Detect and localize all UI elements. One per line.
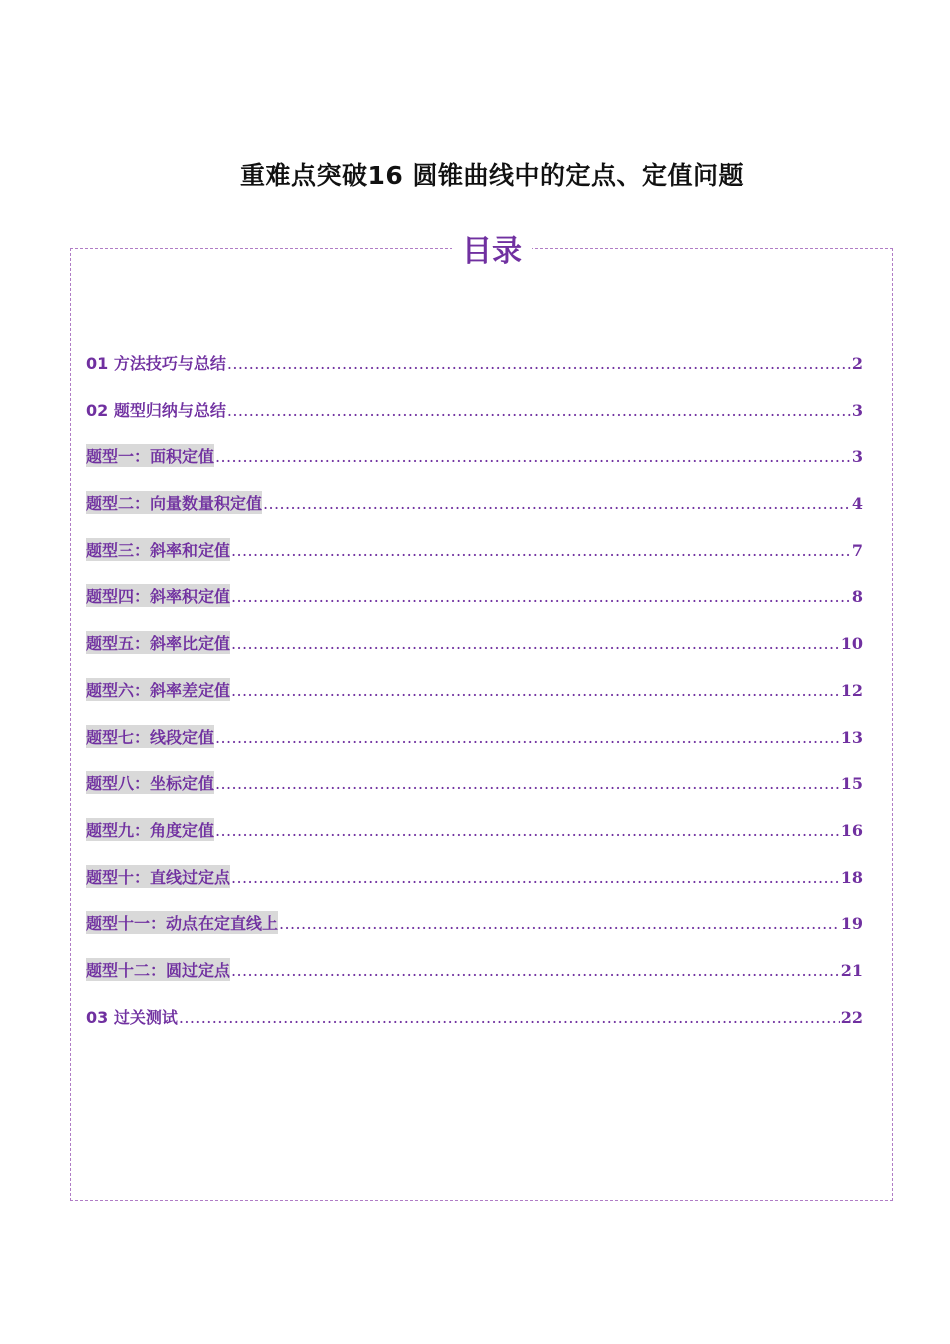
toc-leader-dots (227, 401, 851, 420)
toc-entry-label: 题型七：线段定值 (86, 725, 214, 748)
toc-heading: 目录 (452, 230, 532, 274)
toc-entry[interactable] (86, 958, 863, 1005)
toc-entry-label: 题型四：斜率积定值 (86, 584, 230, 607)
toc-entry-page: 18 (840, 867, 863, 887)
toc-entry-page: 21 (840, 960, 863, 980)
toc-entry-label: 题型五：斜率比定值 (86, 631, 230, 654)
toc-leader-dots (215, 447, 851, 466)
toc-entry-label: 题型十一：动点在定直线上 (86, 911, 278, 934)
toc-entry-page: 16 (840, 820, 863, 840)
toc-entry-label: 题型二：向量数量积定值 (86, 491, 262, 514)
toc-entry[interactable] (86, 491, 863, 538)
toc-entry-page: 19 (840, 914, 863, 934)
toc-leader-dots (279, 914, 840, 933)
toc-entry-label: 题型一：面积定值 (86, 444, 214, 467)
toc-entry-label: 题型三：斜率和定值 (86, 538, 230, 561)
toc-entry-page: 15 (840, 774, 863, 794)
toc-leader-dots (215, 728, 840, 747)
toc-leader-dots (231, 868, 840, 887)
toc-entry[interactable] (86, 678, 863, 725)
toc-entry-label: 01 方法技巧与总结 (86, 354, 226, 373)
toc-entry-page: 2 (851, 354, 863, 373)
toc-entry[interactable] (86, 911, 863, 958)
toc-entry-page: 12 (840, 680, 863, 700)
toc-leader-dots (263, 494, 851, 513)
toc-leader-dots (231, 541, 851, 560)
toc-entry[interactable] (86, 818, 863, 865)
toc-entry-label: 03 过关测试 (86, 1007, 178, 1027)
toc-entry-label: 题型十：直线过定点 (86, 865, 230, 888)
toc-entry[interactable] (86, 631, 863, 678)
toc-leader-dots (227, 354, 851, 373)
toc-entry[interactable] (86, 444, 863, 491)
toc-entry[interactable] (86, 351, 863, 398)
toc-entry[interactable] (86, 771, 863, 818)
toc-leader-dots (179, 1008, 840, 1027)
toc-entry[interactable] (86, 865, 863, 912)
toc-entry-label: 题型六：斜率差定值 (86, 678, 230, 701)
toc-entry-page: 10 (840, 634, 863, 654)
toc-leader-dots (215, 774, 840, 793)
toc-leader-dots (231, 634, 840, 653)
toc-entry-page: 3 (851, 400, 863, 420)
toc-entry-label: 题型十二：圆过定点 (86, 958, 230, 981)
toc-entry-page: 13 (840, 727, 863, 747)
toc-entry-label: 题型八：坐标定值 (86, 771, 214, 794)
toc-entry-page: 7 (851, 540, 863, 560)
toc-entry-page: 8 (851, 587, 863, 607)
toc-leader-dots (215, 821, 840, 840)
toc-entry[interactable] (86, 725, 863, 772)
toc-entry[interactable] (86, 398, 863, 445)
toc-leader-dots (231, 587, 851, 606)
toc-entry[interactable] (86, 1005, 863, 1052)
toc-entry-page: 4 (851, 494, 863, 514)
toc-leader-dots (231, 681, 840, 700)
toc-entry-label: 题型九：角度定值 (86, 818, 214, 841)
toc-leader-dots (231, 961, 840, 980)
toc-entry[interactable] (86, 584, 863, 631)
toc-entry-page: 22 (840, 1007, 863, 1027)
toc-list (86, 351, 863, 1051)
toc-entry-page: 3 (851, 447, 863, 467)
toc-entry[interactable] (86, 538, 863, 585)
document-title: 重难点突破16 圆锥曲线中的定点、定值问题 (240, 161, 744, 190)
toc-entry-label: 02 题型归纳与总结 (86, 400, 226, 420)
